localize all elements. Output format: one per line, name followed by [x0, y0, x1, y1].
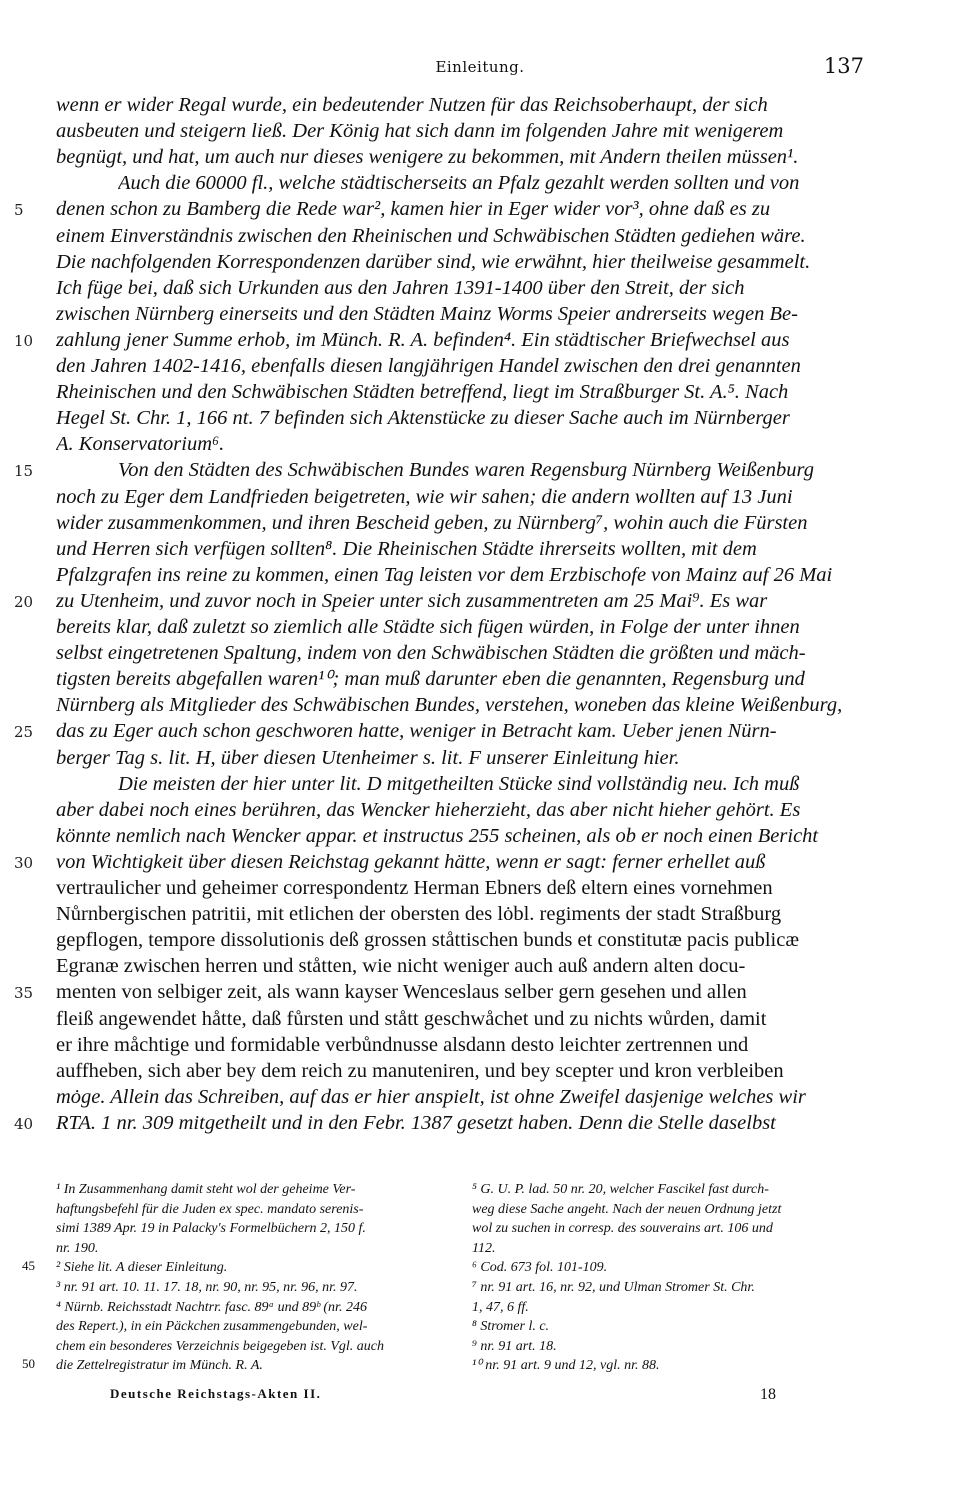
text-line	[0, 588, 960, 614]
footnote-right-line: ⁵ G. U. P. lad. 50 nr. 20, welcher Fascikel fast durch-	[472, 1182, 769, 1197]
line-text: RTA. 1 nr. 309 mitgetheilt und in den Febr. 1387 gesetzt haben. Denn die Stelle daselbst	[56, 1111, 776, 1134]
line-text: menten von selbiger zeit, als wann kayser Wenceslaus selber gern gesehen und allen	[56, 981, 747, 1004]
footnote-right-line: ⁹ nr. 91 art. 18.	[472, 1338, 557, 1354]
text-line	[0, 431, 960, 457]
text-line	[0, 562, 960, 588]
text-line	[0, 144, 960, 170]
signature-mark: Deutsche Reichstags-Akten II.	[110, 1386, 322, 1401]
line-text: aber dabei noch eines berühren, das Wencker hieherzieht, das aber nicht hieher gehört. Es	[56, 798, 801, 821]
line-text: gepflogen, tempore dissolutionis deß grossen ståttischen bunds et constitutæ pacis publicæ	[56, 929, 800, 952]
text-line	[0, 745, 960, 771]
line-text: mȯge. Allein das Schreiben, auf das er hier anspielt, ist ohne Zweifel dasjenige welches wir	[56, 1085, 806, 1108]
line-text: Egranæ zwischen herren und ståtten, wie nicht weniger auch auß andern alten docu-	[56, 955, 746, 978]
footnote-line-number: 50	[22, 1356, 35, 1372]
page-header	[0, 54, 960, 84]
line-text: Nůrnbergischen patritii, mit etlichen der obersten des lȯbl. regiments der stadt Straßburg	[56, 903, 782, 926]
text-line	[0, 405, 960, 431]
line-text: er ihre måchtige und formidable verbůndnusse alsdann desto leichter zertrennen und	[56, 1033, 749, 1056]
text-line	[0, 1058, 960, 1084]
line-text: Hegel St. Chr. 1, 166 nt. 7 befinden sich Aktenstücke zu dieser Sache auch im Nürnberger	[56, 407, 790, 430]
text-line	[0, 823, 960, 849]
line-text: noch zu Eger dem Landfrieden beigetreten, wie wir sahen; die andern wollten auf 13 Juni	[56, 485, 793, 508]
text-line	[0, 771, 960, 797]
running-title: Einleitung.	[435, 58, 525, 76]
text-line	[0, 223, 960, 249]
line-text: bereits klar, daß zuletzt so ziemlich alle Städte sich fügen würden, in Folge der unter ihnen	[56, 616, 800, 638]
footnote-left-line: chem ein besonderes Verzeichnis beigegeben ist. Vgl. auch	[56, 1338, 385, 1354]
line-text: zu Utenheim, und zuvor noch in Speier unter sich zusammentreten am 25 Mai⁹. Es war	[56, 589, 768, 612]
line-text: zahlung jener Summe erhob, im Münch. R. A. befinden⁴. Ein städtischer Briefwechsel aus	[56, 328, 790, 351]
line-text: zwischen Nürnberg einerseits und den Städten Mainz Worms Speier andrerseits wegen Be-	[56, 302, 798, 325]
text-line	[0, 1032, 960, 1058]
footnote-right-line: ⁸ Stromer l. c.	[472, 1319, 550, 1335]
text-line	[0, 510, 960, 536]
text-line	[0, 1110, 960, 1136]
line-text: A. Konservatorium⁶.	[56, 433, 225, 456]
line-text: selbst eingetretenen Spaltung, indem von den Schwäbischen Städten die größten und mäch-	[56, 642, 806, 665]
text-line	[0, 170, 960, 196]
line-number: 15	[14, 462, 34, 481]
line-number: 20	[14, 592, 34, 611]
line-text: könnte nemlich nach Wencker appar. et instructus 255 scheinen, als ob er noch einen Bericht	[56, 824, 819, 847]
line-text: Von den Städten des Schwäbischen Bundes waren Regensburg Nürnberg Weißenburg	[118, 459, 814, 482]
footnote-right-line: wol zu suchen in corresp. des souverains art. 106 und	[472, 1221, 773, 1237]
text-line	[0, 953, 960, 979]
footnote-left-line: nr. 190.	[56, 1240, 99, 1256]
line-text: Nürnberg als Mitglieder des Schwäbischen Bundes, verstehen, woneben das kleine Weißenburg,	[56, 694, 843, 717]
line-number: 5	[14, 201, 24, 220]
line-text: Auch die 60000 fl., welche städtischerseits an Pfalz gezahlt werden sollten und von	[118, 172, 800, 195]
line-number: 30	[14, 853, 34, 872]
line-number: 35	[14, 984, 34, 1003]
text-line	[0, 379, 960, 405]
line-text: wider zusammenkommen, und ihren Bescheid geben, zu Nürnberg⁷, wohin auch die Fürsten	[56, 511, 808, 534]
footnote-right-line: 1, 47, 6 ff.	[472, 1299, 529, 1315]
line-text: Pfalzgrafen ins reine zu kommen, einen Tag leisten vor dem Erzbischofe von Mainz auf 26 Mai	[56, 563, 833, 586]
text-line	[0, 875, 960, 901]
line-text: vertraulicher und geheimer correspondentz Herman Ebners deß eltern eines vornehmen	[56, 877, 773, 899]
footnote-line-number: 45	[22, 1258, 35, 1274]
line-text: und Herren sich verfügen sollten⁸. Die Rheinischen Städte ihrerseits wollten, mit dem	[56, 537, 757, 560]
footnote-left-line: ⁴ Nürnb. Reichsstadt Nachtrr. fasc. 89ᵃ und 89ᵇ (nr. 246	[56, 1299, 367, 1315]
footnote-left-line: die Zettelregistratur im Münch. R. A.	[56, 1358, 263, 1374]
text-line	[0, 666, 960, 692]
line-text: tigsten bereits abgefallen waren¹⁰; man muß darunter eben die genannten, Regensburg und	[56, 668, 805, 691]
text-line	[0, 901, 960, 927]
footnotes	[0, 1180, 960, 1380]
text-line	[0, 979, 960, 1005]
footnote-right-line: weg diese Sache angeht. Nach der neuen Ordnung jetzt	[472, 1201, 782, 1217]
footnote-left-line: ² Siehe lit. A dieser Einleitung.	[56, 1260, 228, 1276]
text-line	[0, 692, 960, 718]
footnote-right-line: ⁶ Cod. 673 fol. 101-109.	[472, 1260, 608, 1276]
footnote-left-line: simi 1389 Apr. 19 in Palacky's Formelbüchern 2, 150 f.	[56, 1221, 366, 1237]
text-line	[0, 92, 960, 118]
footnote-left-line: ¹ In Zusammenhang damit steht wol der geheime Ver-	[56, 1182, 356, 1197]
text-line	[0, 118, 960, 144]
line-text: den Jahren 1402-1416, ebenfalls diesen langjährigen Handel zwischen den drei genannten	[56, 355, 801, 377]
footnote-right-line: ¹⁰ nr. 91 art. 9 und 12, vgl. nr. 88.	[472, 1358, 660, 1374]
sheet-number: 18	[760, 1386, 776, 1403]
text-line	[0, 353, 960, 379]
text-line	[0, 614, 960, 640]
text-line	[0, 275, 960, 301]
text-line	[0, 718, 960, 744]
line-number: 10	[14, 331, 34, 350]
page-number: 137	[823, 54, 864, 78]
text-line	[0, 849, 960, 875]
text-line	[0, 536, 960, 562]
footnote-left-line: ³ nr. 91 art. 10. 11. 17. 18, nr. 90, nr. 95, nr. 96, nr. 97.	[56, 1280, 358, 1295]
text-line	[0, 196, 960, 222]
text-line	[0, 301, 960, 327]
line-text: wenn er wider Regal wurde, ein bedeutender Nutzen für das Reichsoberhaupt, der sich	[56, 94, 768, 116]
text-line	[0, 457, 960, 483]
text-line	[0, 327, 960, 353]
line-text: fleiß angewendet håtte, daß fůrsten und stått geschwåchet und zu nichts wůrden, damit	[56, 1007, 767, 1030]
text-line	[0, 484, 960, 510]
line-text: berger Tag s. lit. H, über diesen Utenheimer s. lit. F unserer Einleitung hier.	[56, 746, 680, 769]
footnote-right-line: 112.	[472, 1240, 496, 1256]
footnote-left-line: des Repert.), in ein Päckchen zusammengebunden, wel-	[56, 1319, 368, 1335]
line-text: Ich füge bei, daß sich Urkunden aus den Jahren 1391-1400 über den Streit, der sich	[56, 276, 745, 299]
line-text: Rheinischen und den Schwäbischen Städten betreffend, liegt im Straßburger St. A.⁵. Nach	[56, 381, 789, 404]
line-text: von Wichtigkeit über diesen Reichstag gekannt hätte, wenn er sagt: ferner erhellet auß	[56, 850, 766, 873]
line-number: 40	[14, 1114, 34, 1133]
line-text: ausbeuten und steigern ließ. Der König hat sich dann im folgenden Jahre mit wenigerem	[56, 120, 784, 143]
line-number: 25	[14, 723, 34, 742]
text-line	[0, 927, 960, 953]
line-text: Die meisten der hier unter lit. D mitgetheilten Stücke sind vollständig neu. Ich muß	[118, 772, 800, 795]
footnote-right-line: ⁷ nr. 91 art. 16, nr. 92, und Ulman Stromer St. Chr.	[472, 1280, 755, 1295]
text-line	[0, 640, 960, 666]
footnote-left-line: haftungsbefehl für die Juden ex spec. mandato serenis-	[56, 1201, 364, 1217]
line-text: auffheben, sich aber bey dem reich zu manuteniren, und bey scepter und kron verbleiben	[56, 1059, 784, 1082]
page-footer	[0, 1384, 960, 1414]
line-text: Die nachfolgenden Korrespondenzen darüber sind, wie erwähnt, hier theilweise gesammelt.	[56, 250, 811, 273]
text-line	[0, 797, 960, 823]
line-text: das zu Eger auch schon geschworen hatte, weniger in Betracht kam. Ueber jenen Nürn-	[56, 720, 777, 743]
line-text: begnügt, und hat, um auch nur dieses wenigere zu bekommen, mit Andern theilen müssen¹.	[56, 146, 799, 169]
line-text: einem Einverständnis zwischen den Rheinischen und Schwäbischen Städten gediehen wäre.	[56, 224, 806, 247]
line-text: denen schon zu Bamberg die Rede war², kamen hier in Eger wider vor³, ohne daß es zu	[56, 198, 771, 221]
text-line	[0, 249, 960, 275]
text-line	[0, 1006, 960, 1032]
text-line	[0, 1084, 960, 1110]
